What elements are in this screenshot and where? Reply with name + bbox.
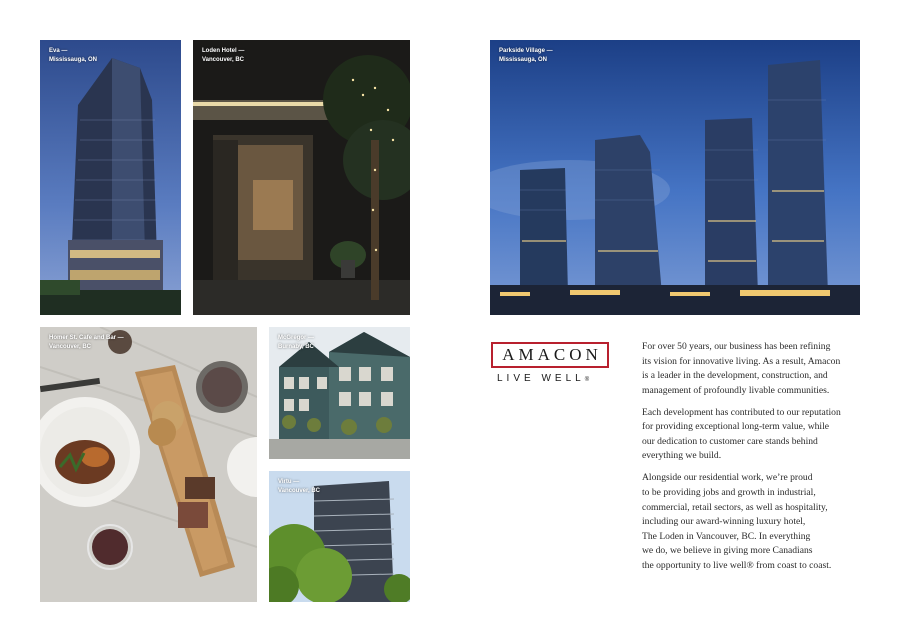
text-line: to be providing jobs and growth in industrial, [642, 486, 816, 498]
text-line: we do, we believe in giving more Canadians [642, 545, 813, 557]
mcgregor-photo [269, 327, 410, 459]
caption-line: Loden Hotel — [202, 48, 245, 54]
caption-line: Parkside Village — [499, 48, 553, 54]
logo-tagline [497, 373, 589, 384]
paragraph-sectors [642, 471, 872, 573]
loden-hotel-photo [193, 40, 410, 315]
caption-line: Homer St. Cafe and Bar — [49, 335, 124, 341]
eva-photo [40, 40, 181, 315]
text-line: our dedication to customer care stands behind [642, 435, 818, 447]
parkside-caption [499, 47, 553, 65]
paragraph-history [642, 340, 872, 398]
eva-caption [49, 47, 97, 65]
text-line: The Loden in Vancouver, BC. In everything [642, 530, 811, 542]
logo-tagline-text: LIVE WELL [497, 373, 585, 384]
amacon-logo [491, 342, 621, 388]
text-line: everything we build. [642, 450, 722, 462]
homer-caption [49, 334, 124, 352]
caption-line: Vancouver, BC [278, 488, 321, 494]
text-line: management of profoundly livable communities. [642, 384, 830, 396]
text-line: for providing exceptional long-term value, while [642, 421, 830, 433]
logo-wordmark: AMACON [502, 345, 602, 364]
text-line: Each development has contributed to our reputation [642, 406, 841, 418]
caption-line: McGregor — [278, 335, 315, 341]
text-line: Alongside our residential work, we’re proud [642, 472, 813, 484]
text-line: For over 50 years, our business has been refining [642, 341, 831, 352]
homer-st-cafe-photo [40, 327, 257, 602]
text-line: including our award-winning luxury hotel, [642, 516, 806, 528]
caption-line: Burnaby, BC [278, 344, 314, 350]
caption-line: Virtu — [278, 479, 300, 485]
paragraph-reputation [642, 406, 872, 464]
text-line: its vision for innovative living. As a result, Amacon [642, 355, 841, 367]
text-line: commercial, retail sectors, as well as hospitality, [642, 501, 828, 513]
caption-line: Mississauga, ON [49, 57, 98, 63]
mcgregor-caption [278, 334, 314, 352]
loden-caption [202, 47, 244, 65]
parkside-village-photo [490, 40, 860, 315]
text-line: is a leader in the development, construction, and [642, 370, 828, 382]
registered-mark: ® [584, 377, 590, 383]
text-line: the opportunity to live well® from coast to coast. [642, 559, 832, 571]
caption-line: Mississauga, ON [499, 57, 548, 63]
logo-frame [491, 342, 609, 368]
virtu-caption [278, 478, 320, 496]
virtu-photo [269, 471, 410, 602]
caption-line: Eva — [49, 48, 68, 54]
caption-line: Vancouver, BC [202, 57, 245, 63]
body-copy [642, 340, 872, 581]
caption-line: Vancouver, BC [49, 344, 92, 350]
